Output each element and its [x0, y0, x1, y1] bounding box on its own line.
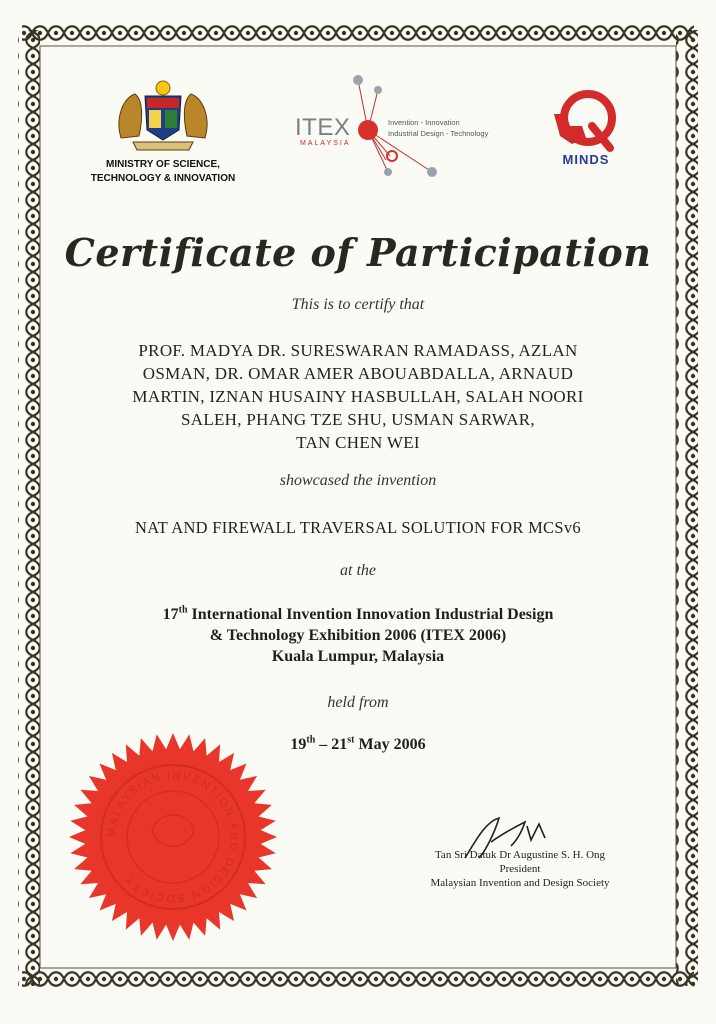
event-line1-text: International Invention Innovation Industrial Design: [187, 606, 554, 623]
ministry-name-line1: MINISTRY OF SCIENCE,: [106, 159, 220, 170]
event-location: Kuala Lumpur, Malaysia: [271, 648, 445, 665]
participant-names-line: SALEH, PHANG TZE SHU, USMAN SARWAR,: [180, 410, 535, 429]
seal-text: MALAYSIAN INVENTION AND DESIGN SOCIETY: [105, 769, 241, 905]
event-ordinal-suffix: th: [178, 604, 188, 616]
ministry-name-line2: TECHNOLOGY & INNOVATION: [90, 173, 236, 184]
invention-title: NAT AND FIREWALL TRAVERSAL SOLUTION FOR MCSv6: [135, 518, 581, 537]
coat-of-arms-icon: [113, 78, 213, 152]
signatory-block: [400, 848, 640, 890]
minds-logo: [546, 86, 626, 170]
itex-logo: [290, 70, 500, 180]
signatory-org: Malaysian Invention and Design Society: [430, 877, 610, 889]
date-dash: –: [315, 736, 332, 753]
at-the-text: at the: [340, 562, 376, 579]
red-seal: [66, 730, 280, 944]
ministry-logo: [88, 78, 238, 185]
certify-intro: This is to certify that: [291, 296, 425, 313]
event-name: [40, 604, 676, 667]
itex-country: MALAYSIA: [300, 140, 351, 147]
signatory-name: Tan Sri Datuk Dr Augustine S. H. Ong: [434, 849, 606, 861]
certificate-title: Certificate of Participation: [64, 230, 652, 275]
participant-names-line: TAN CHEN WEI: [296, 433, 420, 452]
minds-emblem-icon: [546, 86, 626, 152]
end-day-suffix: st: [347, 734, 355, 746]
held-from-text: held from: [327, 694, 389, 711]
itex-wordmark: ITEX: [295, 114, 351, 141]
start-day-suffix: th: [306, 734, 316, 746]
participant-names-line: MARTIN, IZNAN HUSAINY HASBULLAH, SALAH NOORI: [132, 387, 584, 406]
event-line2: & Technology Exhibition 2006 (ITEX 2006): [209, 627, 507, 644]
participant-names: [40, 339, 676, 454]
end-day: 21: [331, 736, 348, 753]
itex-tagline-line2: Industrial Design - Technology: [388, 129, 489, 138]
participant-names-line: OSMAN, DR. OMAR AMER ABOUABDALLA, ARNAUD: [142, 364, 574, 383]
start-day: 19: [290, 736, 307, 753]
minds-wordmark: MINDS: [562, 152, 610, 167]
signatory-role: President: [499, 863, 541, 875]
event-ordinal: 17: [162, 606, 179, 623]
month-year: May 2006: [354, 736, 426, 753]
event-line1: [40, 604, 676, 625]
itex-tagline-line1: Invention - Innovation: [388, 118, 460, 127]
participant-names-line: PROF. MADYA DR. SURESWARAN RAMADASS, AZLAN: [138, 341, 578, 360]
showcased-text: showcased the invention: [279, 472, 437, 489]
